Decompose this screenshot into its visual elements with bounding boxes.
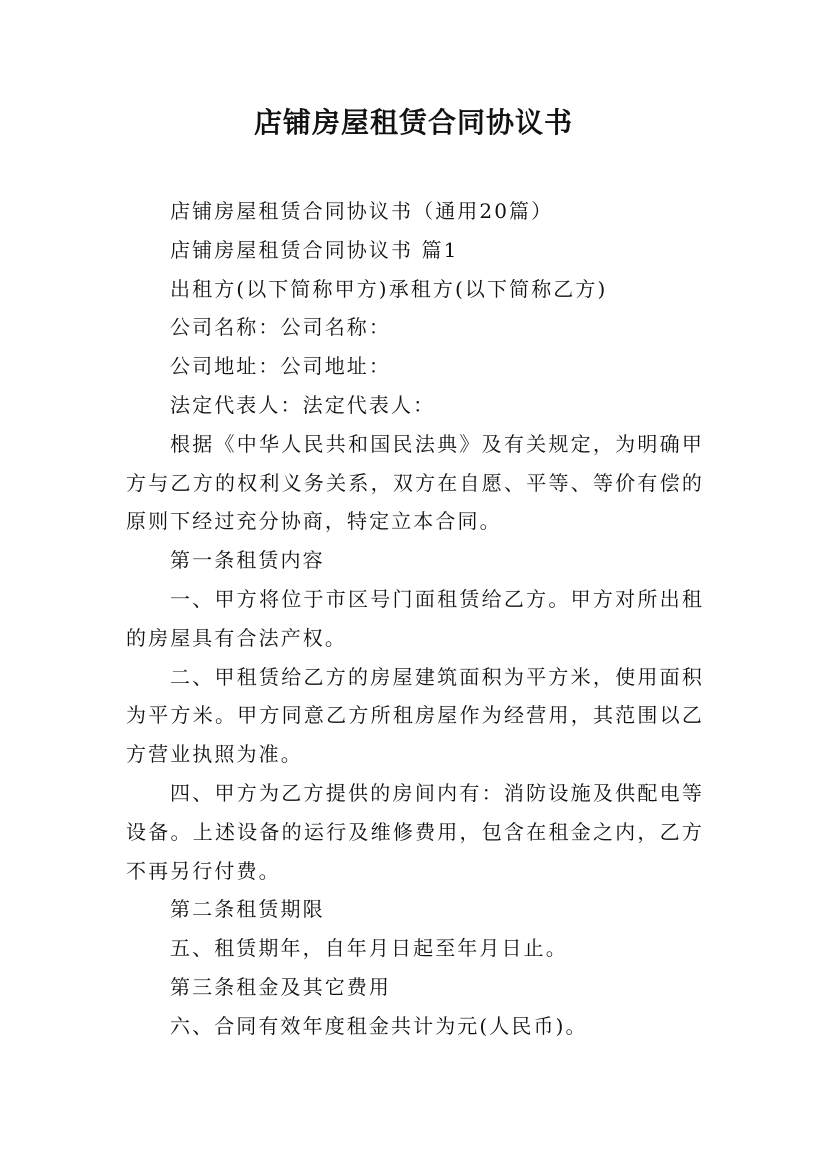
paragraph-clause-5: 五、租赁期年，自年月日起至年月日止。 [170, 936, 568, 961]
paragraph-clause-2: 二、甲租赁给乙方的房屋建筑面积为平方米，使用面积为平方米。甲方同意乙方所租房屋作为经营用，其范围以乙方营业执照为准。 [126, 664, 704, 767]
paragraph-section-heading: 店铺房屋租赁合同协议书 篇1 [170, 237, 459, 262]
paragraph-subtitle: 店铺房屋租赁合同协议书（通用20篇） [170, 199, 554, 223]
paragraph-clause-1: 一、甲方将位于市区号门面租赁给乙方。甲方对所出租的房屋具有合法产权。 [126, 586, 704, 650]
paragraph-clause-6: 六、合同有效年度租金共计为元(人民币)。 [170, 1013, 588, 1038]
paragraph-article-3-heading: 第三条租金及其它费用 [170, 974, 391, 999]
paragraph-clause-4: 四、甲方为乙方提供的房间内有：消防设施及供配电等设备。上述设备的运行及维修费用，包含在租金之内，乙方不再另行付费。 [126, 780, 704, 883]
paragraph-preamble: 根据《中华人民共和国民法典》及有关规定，为明确甲方与乙方的权利义务关系，双方在自愿、平等、等价有偿的原则下经过充分协商，特定立本合同。 [126, 431, 704, 534]
paragraph-company-address: 公司地址：公司地址： [170, 354, 391, 379]
paragraph-parties: 出租方(以下简称甲方)承租方(以下简称乙方) [170, 276, 608, 301]
document-title: 店铺房屋租赁合同协议书 [253, 106, 573, 139]
paragraph-article-1-heading: 第一条租赁内容 [170, 548, 325, 573]
paragraph-legal-representative: 法定代表人：法定代表人： [170, 392, 436, 417]
paragraph-article-2-heading: 第二条租赁期限 [170, 897, 325, 922]
document-body [126, 192, 704, 1046]
paragraph-company-name: 公司名称：公司名称： [170, 315, 391, 340]
